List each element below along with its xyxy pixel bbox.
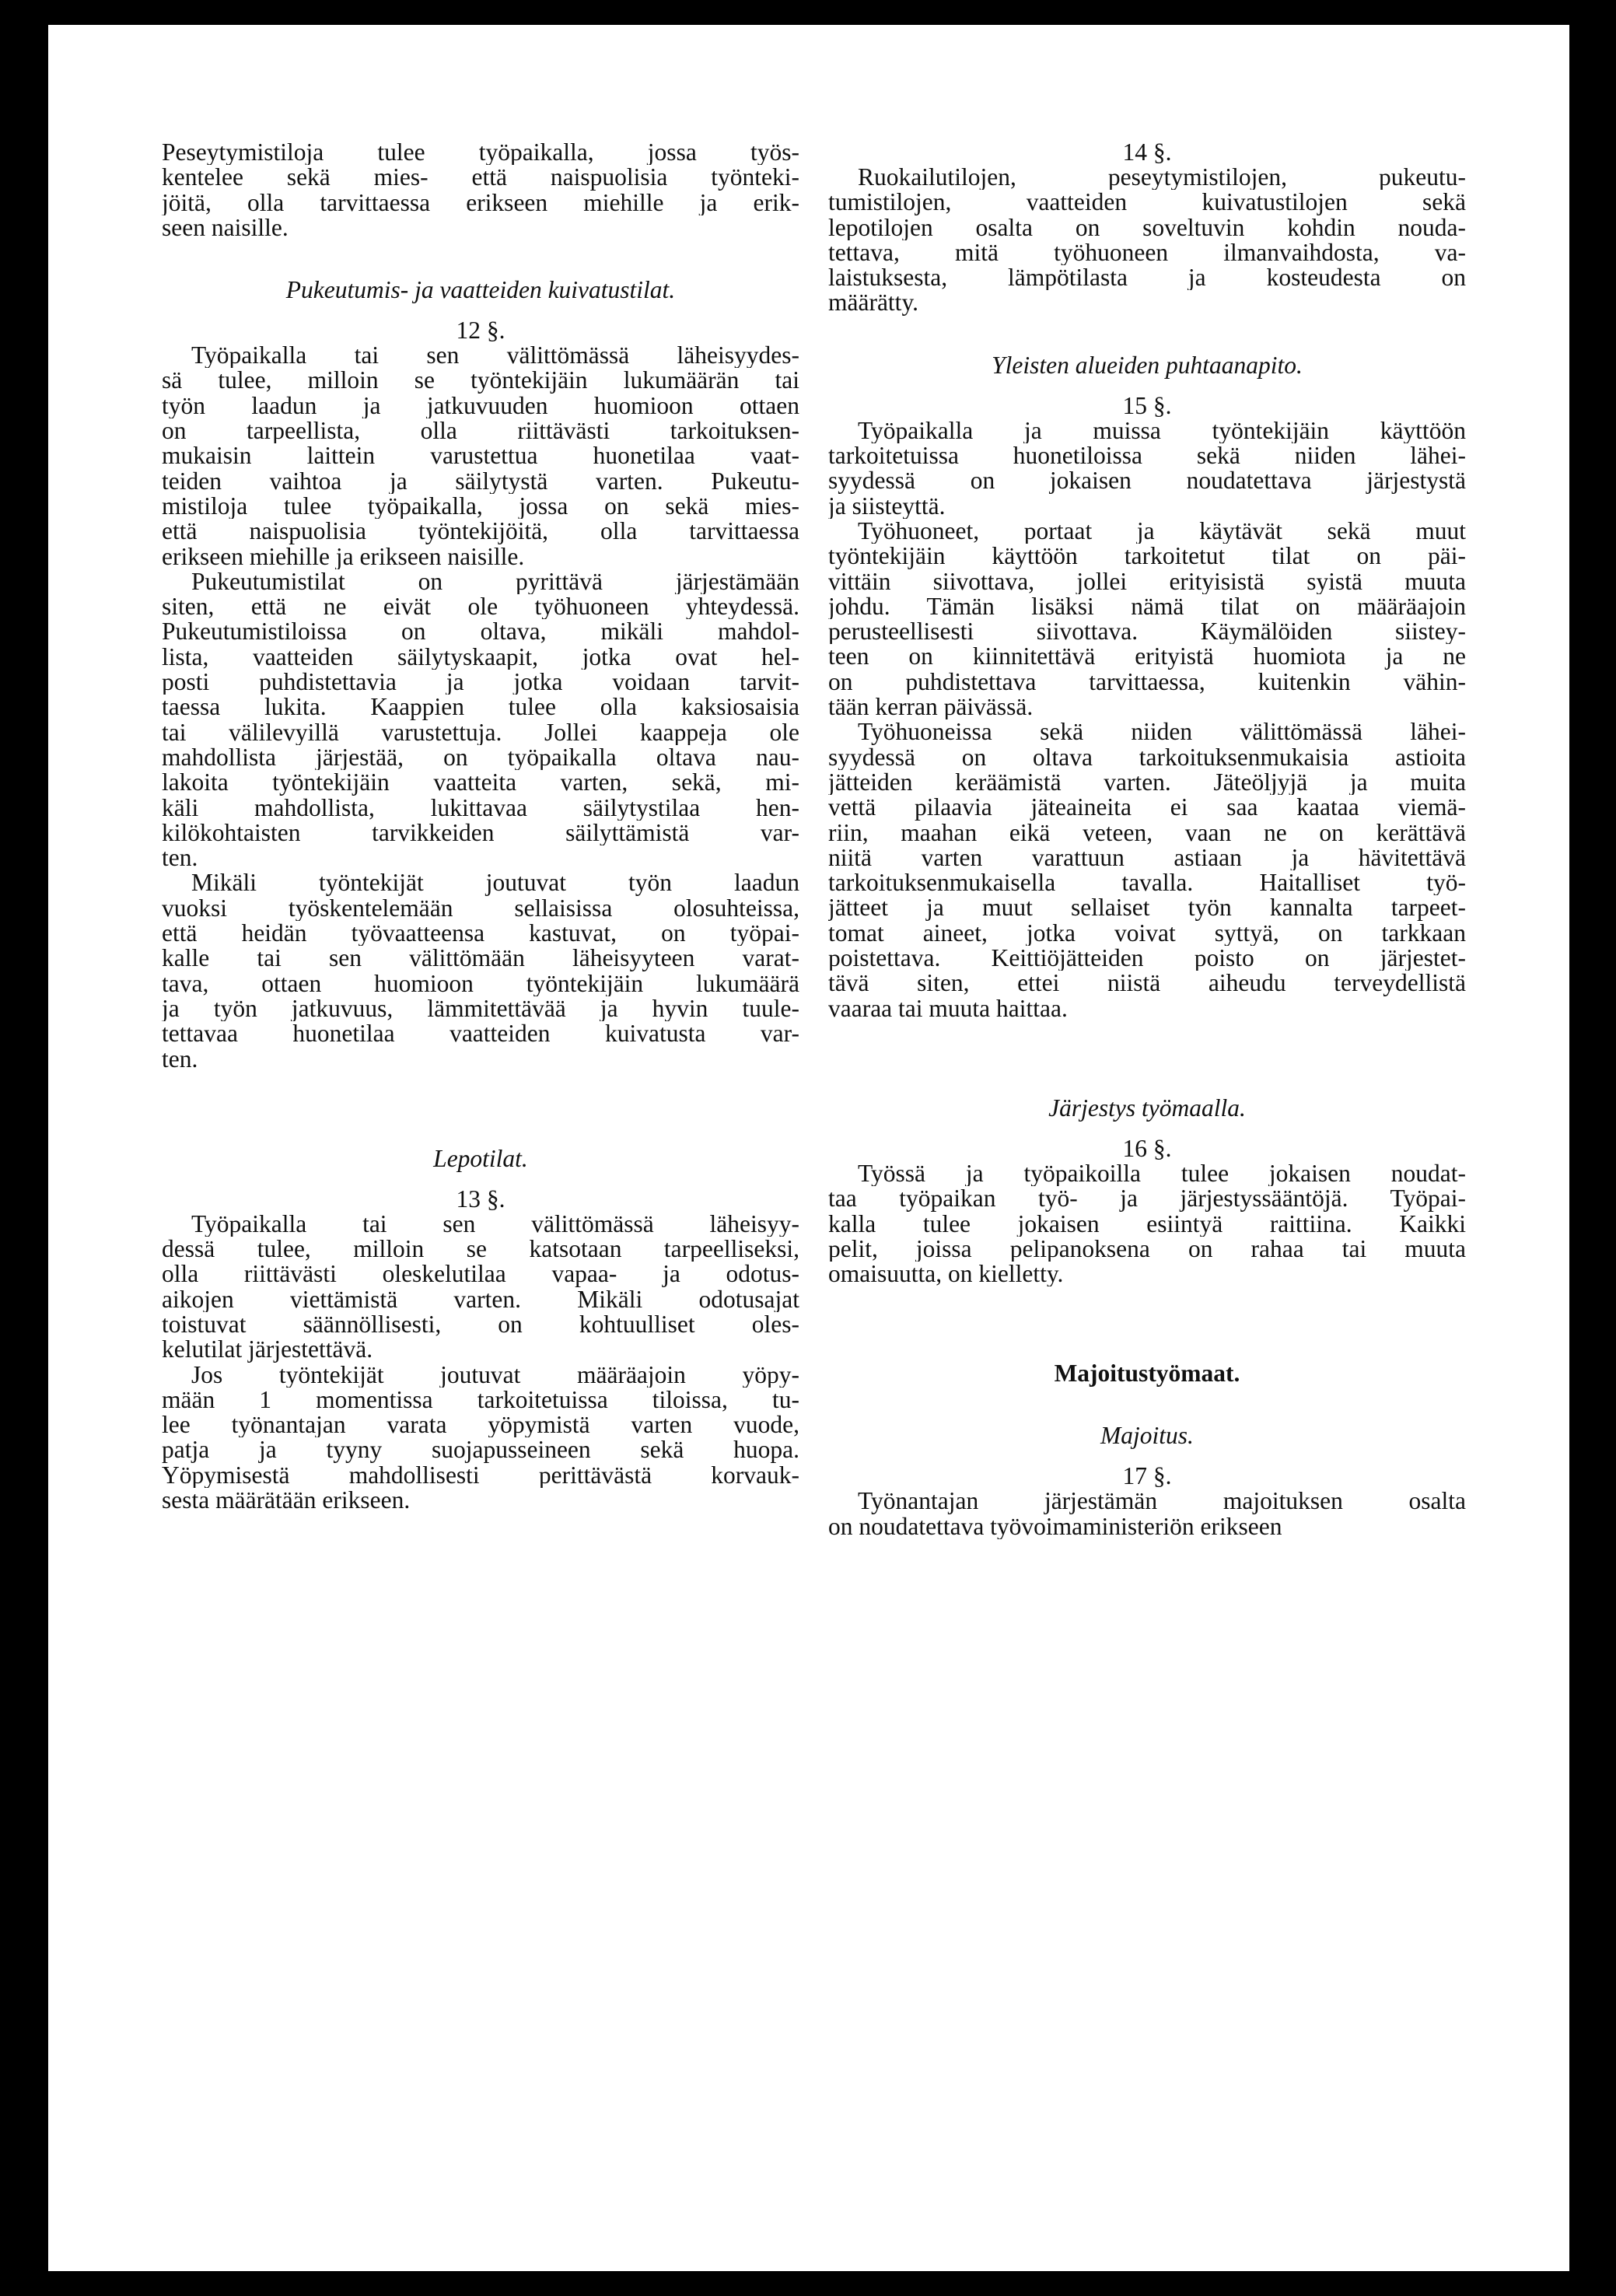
section-number: 12 §. — [456, 317, 505, 345]
text-line: toistuvat säännöllisesti, on kohtuulliset oles- — [162, 1311, 799, 1338]
paragraph — [828, 519, 1466, 719]
text-line: perusteellisesti siivottava. Käymälöiden siistey- — [828, 619, 1466, 645]
text-line: tomat aineet, jotka voivat syttyä, on tarkkaan — [828, 920, 1466, 947]
document-page — [48, 25, 1569, 2271]
text-line: lee työnantajan varata yöpymistä varten vuode, — [162, 1412, 799, 1438]
text-line: patja ja tyyny suojapusseineen sekä huopa. — [162, 1437, 799, 1463]
text-line: on puhdistettava tarvittaessa, kuitenkin vähin- — [828, 669, 1466, 695]
text-line: Ruokailutilojen, peseytymistilojen, pukeutu- — [858, 165, 1466, 191]
text-line: taa työpaikan työ- ja järjestyssääntöjä. Työpai- — [828, 1186, 1466, 1212]
text-line: erikseen miehille ja erikseen naisille. — [162, 544, 525, 569]
paragraph — [162, 1363, 799, 1514]
text-line: Työnantajan järjestämän majoituksen osalta — [858, 1489, 1466, 1514]
text-line: ja siisteyttä. — [828, 493, 946, 519]
text-line: sä tulee, milloin se työntekijäin lukumäärän tai — [162, 368, 799, 394]
text-line: mukaisin laittein varustettua huonetilaa vaat- — [162, 443, 799, 469]
text-line: kentelee sekä mies- että naispuolisia työnteki- — [162, 165, 799, 191]
text-line: tettavaa huonetilaa vaatteiden kuivatusta var- — [162, 1021, 799, 1047]
text-line: ten. — [162, 845, 198, 871]
text-line: niitä varten varattuun astiaan ja hävitettävä — [828, 845, 1466, 871]
text-line: jöitä, olla tarvittaessa erikseen miehille ja erik- — [162, 190, 799, 215]
text-line: on tarpeellista, olla riittävästi tarkoituksen- — [162, 418, 799, 444]
text-line: vettä pilaavia jäteaineita ei saa kaataa viemä- — [828, 795, 1466, 821]
text-line: Jos työntekijät joutuvat määräajoin yöpy- — [191, 1362, 799, 1388]
section-heading: Lepotilat. — [433, 1144, 528, 1172]
text-line: mahdollista järjestää, on työpaikalla oltava nau- — [162, 744, 799, 771]
text-line: siten, että ne eivät ole työhuoneen yhteydessä. — [162, 594, 799, 620]
text-line: kalla tulee jokaisen esiintyä raittiina. Kaikki — [828, 1211, 1466, 1237]
text-line: syydessä on oltava tarkoituksenmukaisia astioita — [828, 744, 1466, 770]
text-line: Yöpymisestä mahdollisesti perittävästä korvauk- — [162, 1462, 799, 1489]
text-line: seen naisille. — [162, 215, 289, 241]
section-heading: Yleisten alueiden puhtaanapito. — [992, 351, 1303, 379]
scan-border-right — [1569, 0, 1616, 2296]
text-line: dessä tulee, milloin se katsotaan tarpeelliseksi, — [162, 1237, 799, 1262]
paragraph — [162, 343, 799, 569]
text-line: omaisuutta, on kielletty. — [828, 1262, 1064, 1287]
text-line: tettava, mitä työhuoneen ilmanvaihdosta, va- — [828, 240, 1466, 266]
paragraph — [162, 870, 799, 1071]
text-line: teiden vaihtoa ja säilytystä varten. Pukeutu- — [162, 468, 799, 494]
text-line: että heidän työvaatteensa kastuvat, on työpai- — [162, 921, 799, 947]
paragraph — [162, 140, 799, 240]
text-line: mään 1 momentissa tarkoitetuissa tiloissa, tu- — [162, 1387, 799, 1413]
text-line: tava, ottaen huomioon työntekijäin lukumäärä — [162, 971, 799, 996]
text-line: Työhuoneet, portaat ja käytävät sekä muut — [858, 518, 1466, 544]
text-line: työn laadun ja jatkuvuuden huomioon ottaen — [162, 393, 799, 419]
text-line: määrätty. — [828, 290, 919, 316]
text-line: että naispuolisia työntekijöitä, olla tarvittaessa — [162, 519, 799, 544]
text-line: tai välilevyillä varustettuja. Jollei kaappeja ole — [162, 719, 799, 745]
text-line: vuoksi työskentelemään sellaisissa olosuhteissa, — [162, 895, 799, 922]
text-line: posti puhdistettavia ja jotka voidaan tarvit- — [162, 670, 799, 695]
text-line: kelutilat järjestettävä. — [162, 1337, 373, 1363]
section-number: 14 §. — [1122, 138, 1172, 166]
paragraph — [162, 569, 799, 871]
text-line: Peseytymistiloja tulee työpaikalla, jossa työs- — [162, 140, 799, 166]
paragraph — [828, 418, 1466, 519]
section-heading: Pukeutumis- ja vaatteiden kuivatustilat. — [285, 276, 676, 304]
section-number: 13 §. — [456, 1185, 505, 1213]
text-line: pelit, joissa pelipanoksena on rahaa tai muuta — [828, 1236, 1466, 1262]
text-line: Pukeutumistilat on pyrittävä järjestämään — [191, 569, 799, 595]
text-line: vaaraa tai muuta haittaa. — [828, 996, 1068, 1021]
section-number: 16 §. — [1122, 1134, 1172, 1162]
text-line: jätteiden keräämistä varten. Jäteöljyjä ja muita — [828, 769, 1466, 796]
text-line: lakoita työntekijäin vaatteita varten, sekä, mi- — [162, 770, 799, 796]
text-line: Työpaikalla tai sen välittömässä läheisyy- — [191, 1211, 799, 1237]
text-line: olla riittävästi oleskelutilaa vapaa- ja odotus- — [162, 1262, 799, 1287]
text-line: Työssä ja työpaikoilla tulee jokaisen noudat- — [858, 1160, 1466, 1187]
text-line: taessa lukita. Kaappien tulee olla kaksiosaisia — [162, 695, 799, 720]
text-line: tumistilojen, vaatteiden kuivatustilojen sekä — [828, 190, 1466, 215]
text-line: Pukeutumistiloissa on oltava, mikäli mahdol- — [162, 619, 799, 645]
paragraph — [162, 1212, 799, 1363]
text-line: riin, maahan eikä veteen, vaan ne on kerättävä — [828, 820, 1466, 845]
left-column — [162, 140, 799, 1513]
text-line: syydessä on jokaisen noudatettava järjestystä — [828, 468, 1466, 494]
text-line: käli mahdollista, lukittavaa säilytystilaa hen- — [162, 795, 799, 821]
text-line: työntekijäin käyttöön tarkoitetut tilat on päi- — [828, 544, 1466, 569]
right-column — [828, 140, 1466, 1539]
text-line: poistettava. Keittiöjätteiden poisto on järjestet- — [828, 946, 1466, 971]
text-line: sesta määrätään erikseen. — [162, 1488, 411, 1514]
text-line: ten. — [162, 1046, 198, 1072]
section-heading: Järjestys työmaalla. — [1048, 1094, 1246, 1122]
section-heading: Majoitus. — [1100, 1422, 1194, 1450]
paragraph — [828, 1489, 1466, 1539]
text-line: Työpaikalla tai sen välittömässä läheisyydes- — [191, 343, 799, 369]
text-line: lepotilojen osalta on soveltuvin kohdin nouda- — [828, 215, 1466, 240]
text-line: tään kerran päivässä. — [828, 695, 1034, 720]
text-line: on noudatettava työvoimaministeriön erikseen — [828, 1514, 1282, 1539]
text-line: Mikäli työntekijät joutuvat työn laadun — [191, 870, 799, 896]
section-number: 17 §. — [1122, 1462, 1172, 1490]
chapter-heading: Majoitustyömaat. — [1054, 1360, 1240, 1388]
scan-border-left — [0, 0, 36, 2296]
text-line: Työpaikalla ja muissa työntekijäin käyttöön — [858, 418, 1466, 444]
text-line: aikojen viettämistä varten. Mikäli odotusajat — [162, 1286, 799, 1312]
text-line: teen on kiinnitettävä erityistä huomiota ja ne — [828, 644, 1466, 670]
text-line: laistuksesta, lämpötilasta ja kosteudesta on — [828, 265, 1466, 291]
text-line: mistiloja tulee työpaikalla, jossa on sekä mies- — [162, 493, 799, 520]
text-line: tarkoitetuissa huonetiloissa sekä niiden lähei- — [828, 443, 1466, 469]
text-line: ja työn jatkuvuus, lämmitettävää ja hyvin tuule- — [162, 996, 799, 1022]
text-line: tarkoituksenmukaisella tavalla. Haitalliset työ- — [828, 870, 1466, 896]
section-number: 15 §. — [1122, 391, 1172, 419]
text-line: kilökohtaisten tarvikkeiden säilyttämistä var- — [162, 820, 799, 846]
text-line: kalle tai sen välittömään läheisyyteen varat- — [162, 946, 799, 971]
text-line: johdu. Tämän lisäksi nämä tilat on määräajoin — [828, 593, 1466, 620]
text-line: lista, vaatteiden säilytyskaapit, jotka ovat hel- — [162, 644, 799, 670]
text-line: tävä siten, ettei niistä aiheudu terveydellistä — [828, 971, 1466, 996]
paragraph — [828, 1161, 1466, 1286]
text-line: jätteet ja muut sellaiset työn kannalta tarpeet- — [828, 895, 1466, 921]
text-line: Työhuoneissa sekä niiden välittömässä lähei- — [858, 719, 1466, 745]
paragraph — [828, 165, 1466, 316]
paragraph — [828, 719, 1466, 1021]
text-line: vittäin siivottava, jollei erityisistä syistä muuta — [828, 569, 1466, 594]
